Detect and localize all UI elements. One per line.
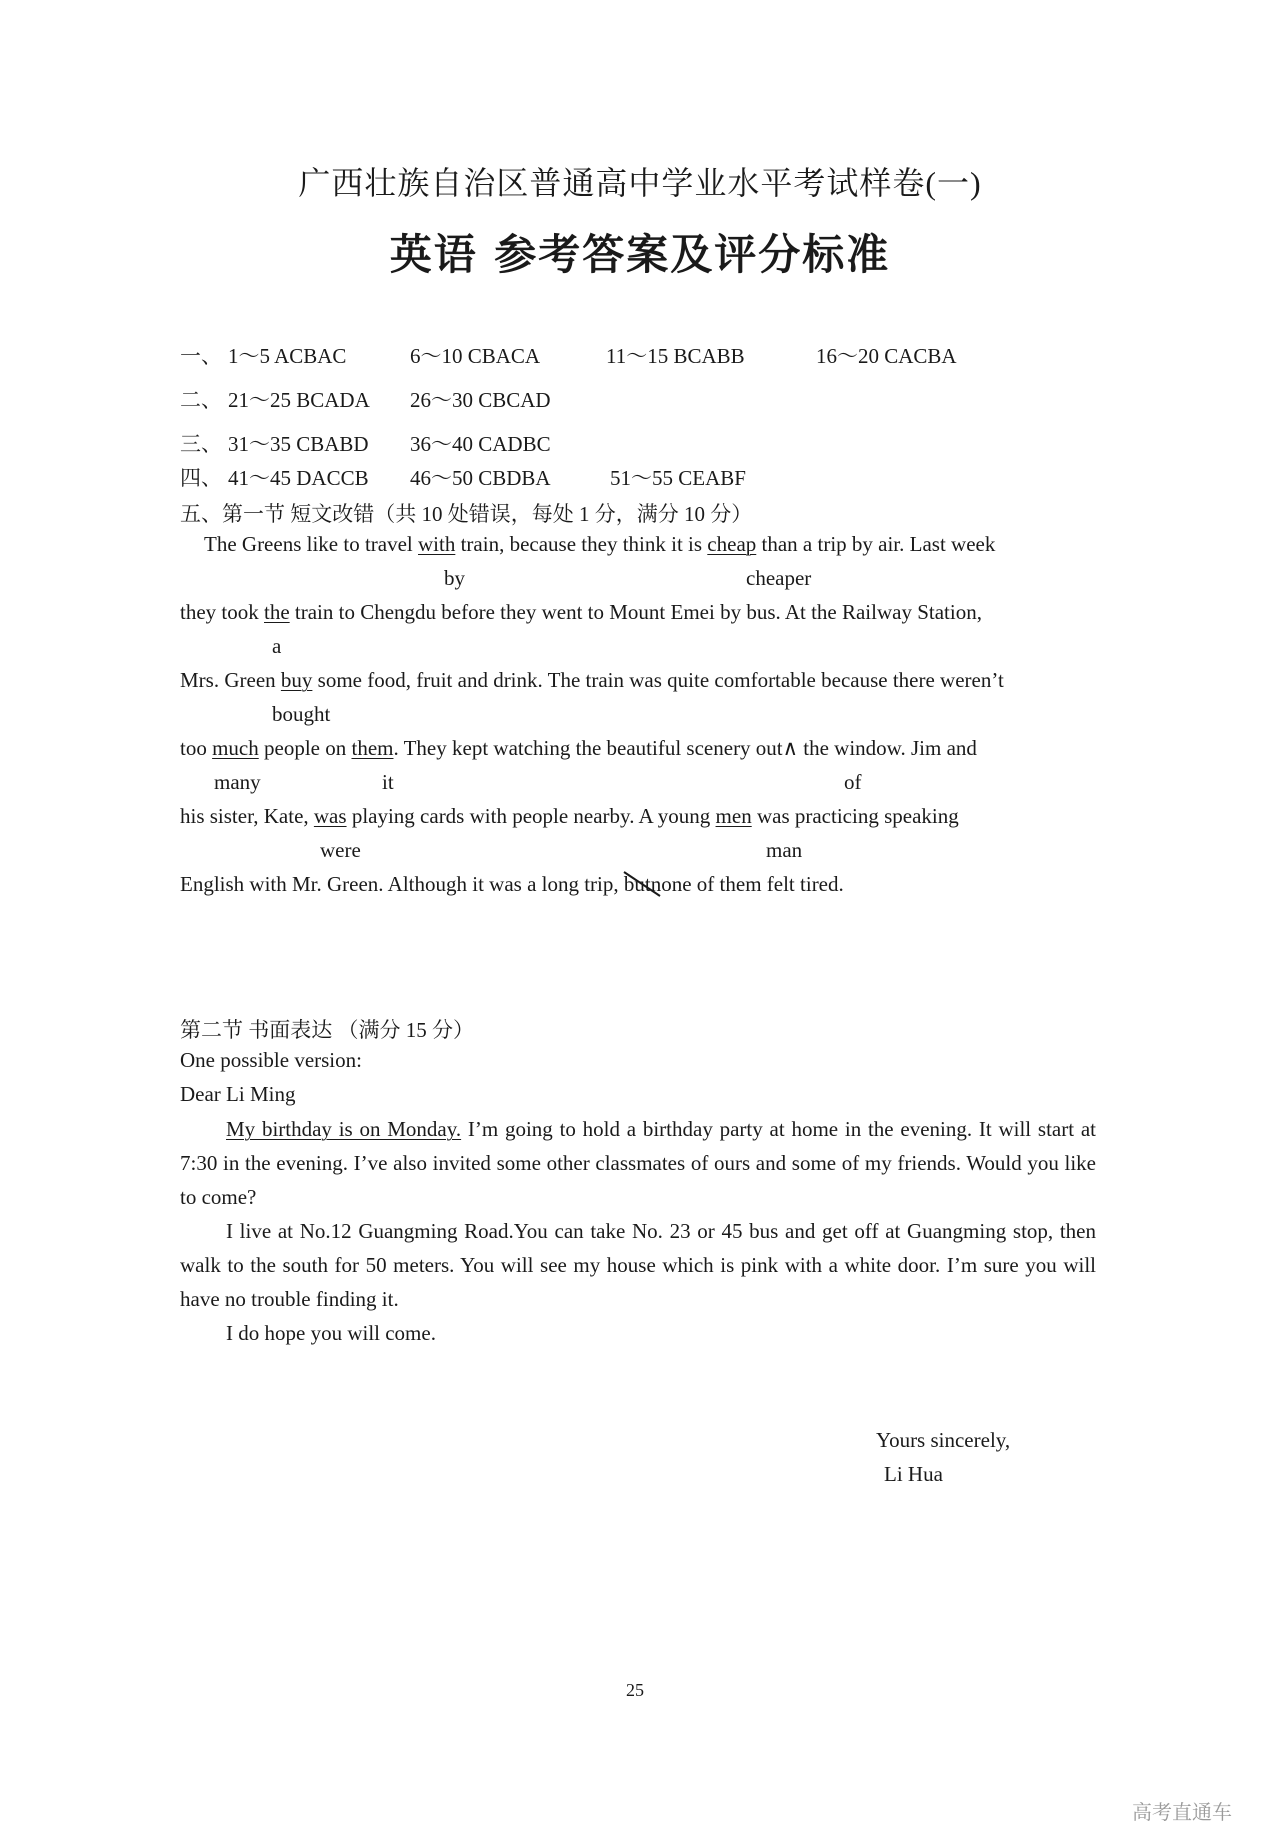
letter-paragraph: My birthday is on Monday. I’m going to hold a birthday party at home in the evening. It will start at 7:30 in the evening. I’ve also invited some other classmates of ours and some of my friends. Would you like to come? bbox=[180, 1117, 1096, 1209]
answer-group: 16～20 CACBA bbox=[816, 344, 957, 368]
answer-row-label: 三、 bbox=[180, 432, 222, 456]
correction: cheaper bbox=[746, 566, 812, 590]
letter-greeting: Dear Li Ming bbox=[180, 1082, 296, 1106]
correction: many bbox=[214, 770, 261, 794]
answer-group: 6～10 CBACA bbox=[410, 344, 541, 368]
version-label: One possible version: bbox=[180, 1048, 362, 1072]
correction: by bbox=[444, 566, 465, 590]
answer-group: 26～30 CBCAD bbox=[410, 388, 551, 412]
answer-group: 1～5 ACBAC bbox=[228, 344, 347, 368]
answer-group: 21～25 BCADA bbox=[228, 388, 370, 412]
letter-paragraph: I live at No.12 Guangming Road.You can take No. 23 or 45 bus and get off at Guangming stop, then walk to the south for 50 meters. You will see my house which is pink with a white door. I’m sure you will have no trouble finding it. bbox=[180, 1219, 1096, 1311]
answer-row-label: 二、 bbox=[180, 388, 222, 412]
letter-body bbox=[180, 1112, 1096, 1350]
correction: it bbox=[382, 770, 394, 794]
answer-row-label: 四、 bbox=[180, 466, 222, 490]
passage-line: English with Mr. Green. Although it was a long trip, but none of them felt tired. bbox=[180, 872, 844, 897]
error-word: the bbox=[264, 600, 290, 624]
correction: were bbox=[320, 838, 361, 862]
error-word: much bbox=[212, 736, 259, 760]
answer-group: 46～50 CBDBA bbox=[410, 466, 551, 490]
watermark: 高考直通车 bbox=[1132, 1800, 1232, 1824]
correction: a bbox=[272, 634, 282, 658]
correction: of bbox=[844, 770, 862, 794]
section1-heading: 五、第一节 短文改错（共 10 处错误，每处 1 分，满分 10 分） bbox=[180, 502, 753, 526]
passage-line: his sister, Kate, was playing cards with people nearby. A young men was practicing speaking bbox=[180, 804, 959, 828]
letter-paragraph: I do hope you will come. bbox=[226, 1321, 436, 1345]
exam-title: 广西壮族自治区普通高中学业水平考试样卷(一) bbox=[298, 165, 982, 201]
page-number: 25 bbox=[626, 1680, 644, 1700]
correction: bought bbox=[272, 702, 331, 726]
letter-signature: Li Hua bbox=[884, 1462, 943, 1486]
deleted-word: but bbox=[624, 872, 651, 897]
section2-heading: 第二节 书面表达 （满分 15 分） bbox=[180, 1018, 474, 1042]
passage-line: they took the train to Chengdu before they went to Mount Emei by bus. At the Railway Station, bbox=[180, 600, 982, 624]
prompt-sentence: My birthday is on Monday. bbox=[226, 1117, 462, 1141]
answer-group: 36～40 CADBC bbox=[410, 432, 551, 456]
error-word: men bbox=[715, 804, 752, 828]
error-word: them bbox=[351, 736, 394, 760]
error-word: buy bbox=[280, 668, 313, 692]
error-word: with bbox=[418, 532, 456, 556]
answer-row-label: 一、 bbox=[180, 344, 222, 368]
answer-group: 41～45 DACCB bbox=[228, 466, 369, 490]
answer-group: 51～55 CEABF bbox=[610, 466, 746, 490]
answer-key-title: 英语 参考答案及评分标准 bbox=[389, 230, 891, 279]
answer-group: 11～15 BCABB bbox=[606, 344, 745, 368]
answer-group: 31～35 CBABD bbox=[228, 432, 369, 456]
passage-line: too much people on them. They kept watching the beautiful scenery out∧ the window. Jim and bbox=[180, 736, 977, 760]
error-word: cheap bbox=[707, 532, 757, 556]
correction: man bbox=[766, 838, 803, 862]
error-word: was bbox=[313, 804, 347, 828]
passage-line: The Greens like to travel with train, because they think it is cheap than a trip by air. Last week bbox=[204, 532, 996, 556]
passage-line: Mrs. Green buy some food, fruit and drink. The train was quite comfortable because there weren’t bbox=[180, 668, 1004, 692]
insert-caret-icon: ∧ bbox=[782, 736, 799, 760]
delete-mark-icon bbox=[620, 868, 664, 898]
letter-closing: Yours sincerely, bbox=[876, 1428, 1011, 1452]
